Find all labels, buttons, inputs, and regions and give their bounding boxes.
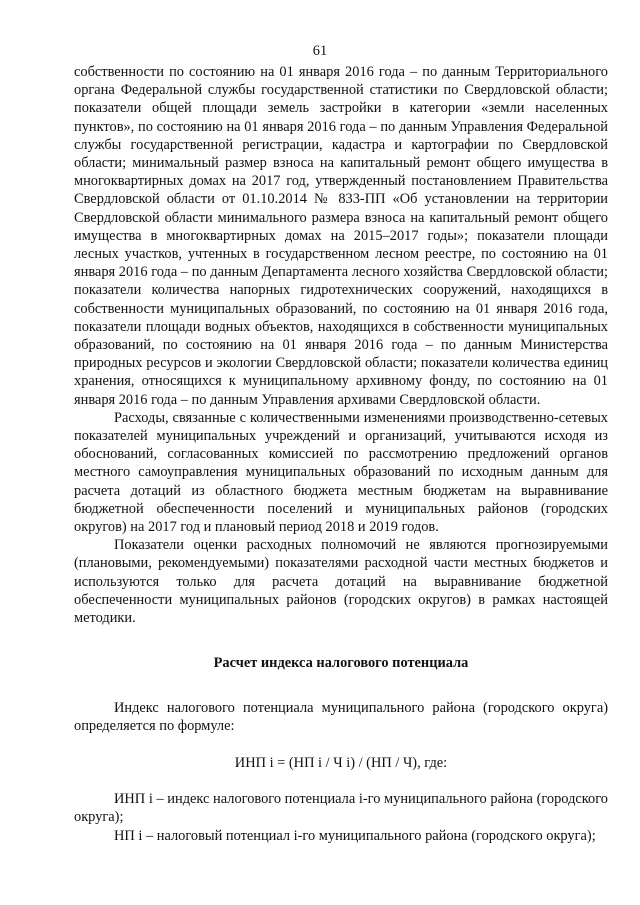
definition-item: ИНП i – индекс налогового потенциала i-го муниципального района (городского округа);	[74, 791, 608, 826]
paragraph-indicators: Показатели оценки расходных полномочий не являются прогнозируемыми (плановыми, рекомендуемыми) показателями расходной части местных бюджетов и используются только для расчета дотаций на выравнивание бюджетной обеспеченности муниципальных районов (городских округов) в рамках настоящей методики.	[74, 537, 608, 627]
page-number: 61	[312, 43, 328, 59]
paragraph-expenses: Расходы, связанные с количественными изменениями производственно-сетевых показателей муниципальных учреждений и организаций, учитываются исходя из обоснований, согласованных комиссией по рассмотрению предложений органов местного самоуправления муниципальных образований по исходным данным для расчета дотаций из областного бюджета местным бюджетам на выравнивание бюджетной обеспеченности поселений и муниципальных районов (городских округов) на 2017 год и плановый период 2018 и 2019 годов.	[74, 409, 608, 536]
paragraph-formula-intro: Индекс налогового потенциала муниципального района (городского округа) определяется по формуле:	[74, 699, 608, 734]
section-heading: Расчет индекса налогового потенциала	[213, 655, 469, 672]
definition-item: НП i – налоговый потенциал i-го муниципального района (городского округа);	[114, 827, 596, 844]
formula: ИНП i = (НП i / Ч i) / (НП / Ч), где:	[234, 754, 448, 771]
page-body	[74, 63, 608, 845]
paragraph-data-sources: собственности по состоянию на 01 января 2016 года – по данным Территориального органа Федеральной службы государственной статистики по Свердловской области; показатели общей площади земель застройки в категории «земли населенных пунктов», по состоянию на 01 января 2016 года – по данным Управления Федеральной службы государственной регистрации, кадастра и картографии по Свердловской области; минимальный размер взноса на капитальный ремонт общего имущества в многоквартирных домах на 2017 год, утвержденный постановлением Правительства Свердловской области от 01.10.2014 № 833-ПП «Об установлении на территории Свердловской области минимального размера взноса на капитальный ремонт общего имущества в многоквартирных домах на 2015–2017 годы»; показатели площади лесных участков, учтенных в государственном лесном реестре, по состоянию на 01 января 2016 года – по данным Департамента лесного хозяйства Свердловской области; показатели количества напорных гидротехнических сооружений, находящихся в собственности муниципальных образований, по состоянию на 01 января 2016 года, показатели площади водных объектов, находящихся в собственности муниципальных образований, по состоянию на 01 января 2016 года – по данным Министерства природных ресурсов и экологии Свердловской области; показатели количества единиц хранения, относящихся к муниципальному архивному фонду, по состоянию на 01 января 2016 года – по данным Управления архивами Свердловской области.	[74, 64, 608, 408]
